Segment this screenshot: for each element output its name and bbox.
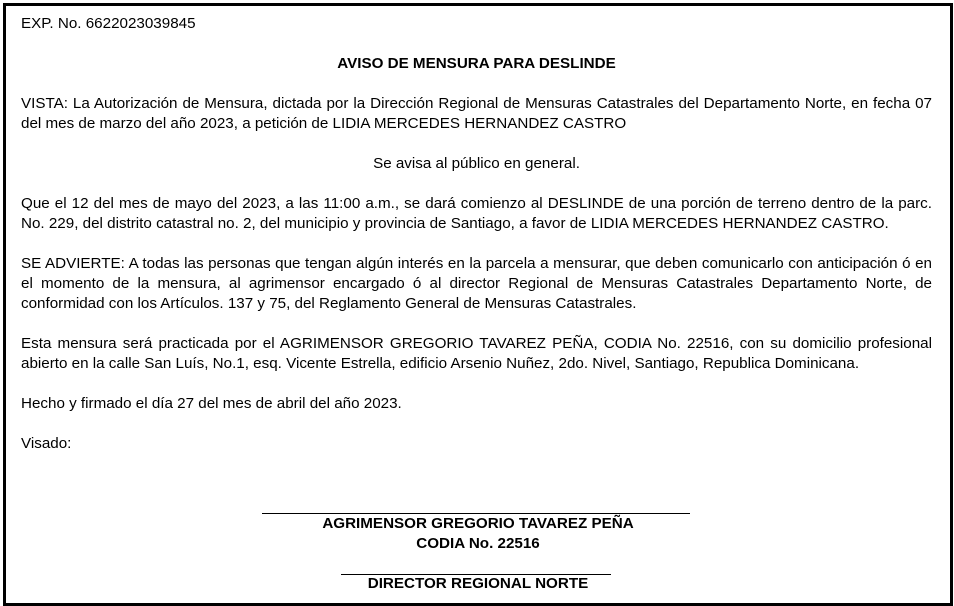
notice-document xyxy=(3,3,953,606)
surveyor-name: AGRIMENSOR GREGORIO TAVAREZ PEÑA xyxy=(322,515,634,532)
expediente-number: EXP. No. 6622023039845 xyxy=(21,15,196,32)
surveyor-codia: CODIA No. 22516 xyxy=(416,535,540,552)
deslinde-paragraph: Que el 12 del mes de mayo del 2023, a las 11:00 a.m., se dará comienzo al DESLINDE de una porción de terreno dentro de la parc. No. 229, del distrito catastral no. 2, del municipio y provincia de Santiago, a favor de LIDIA MERCEDES HERNANDEZ CASTRO. xyxy=(21,195,932,232)
visado-label: Visado: xyxy=(21,435,72,452)
director-title: DIRECTOR REGIONAL NORTE xyxy=(367,575,589,592)
notice-title: AVISO DE MENSURA PARA DESLINDE xyxy=(337,55,616,72)
practicada-paragraph: Esta mensura será practicada por el AGRIMENSOR GREGORIO TAVAREZ PEÑA, CODIA No. 22516, con su domicilio profesional abierto en la calle San Luís, No.1, esq. Vicente Estrella, edificio Arsenio Nuñez, 2do. Nivel, Santiago, Republica Dominicana. xyxy=(21,335,932,372)
public-notice-line: Se avisa al público en general. xyxy=(373,155,580,172)
notice-content xyxy=(21,14,932,454)
vista-paragraph: VISTA: La Autorización de Mensura, dictada por la Dirección Regional de Mensuras Catastrales del Departamento Norte, en fecha 07 del mes de marzo del año 2023, a petición de LIDIA MERCEDES HERNANDEZ CASTRO xyxy=(21,95,932,132)
advierte-paragraph: SE ADVIERTE: A todas las personas que tengan algún interés en la parcela a mensurar, que deben comunicarlo con anticipación ó en el momento de la mensura, al agrimensor encargado ó al director Regional de Mensuras Catastrales Departamento Norte, de conformidad con los Artículos. 137 y 75, del Reglamento General de Mensuras Catastrales. xyxy=(21,255,932,312)
firmado-line: Hecho y firmado el día 27 del mes de abril del año 2023. xyxy=(21,395,402,412)
